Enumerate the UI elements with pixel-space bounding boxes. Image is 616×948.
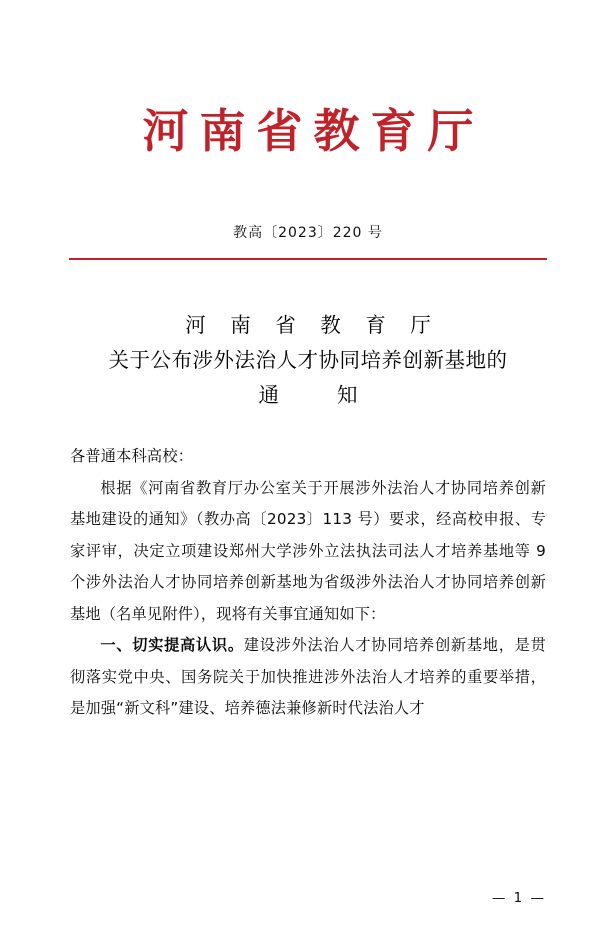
body-paragraph-2-text: 建设涉外法治人才协同培养创新基地，是贯彻落实党中央、国务院关于加快推进涉外法治人才培养的重要举措，是加强“新文科”建设、培养德法兼修新时代法治人才 [70, 636, 546, 717]
title-issuer-line: 河 南 省 教 育 厅 [185, 312, 440, 337]
body-paragraph-2-heading: 一、切实提高认识。 [100, 636, 244, 655]
document-number: 教高〔2023〕220 号 [233, 225, 383, 241]
title-notice-left: 通 [258, 383, 279, 407]
title-subject-line: 关于公布涉外法治人才协同培养创新基地的 [108, 347, 508, 372]
masthead-title: 河南省教育厅 [142, 104, 485, 158]
salutation: 各普通本科高校： [70, 447, 194, 466]
red-divider-rule [69, 258, 547, 260]
page-number: — 1 — [491, 890, 546, 906]
title-notice-right: 知 [337, 383, 358, 407]
title-block [0, 308, 616, 414]
title-notice-line [0, 378, 616, 413]
body-paragraph-2 [70, 630, 546, 724]
document-page [0, 104, 616, 948]
document-body [70, 441, 546, 724]
body-paragraph-1: 根据《河南省教育厅办公室关于开展涉外法治人才协同培养创新基地建设的通知》（教办高〔2023〕113 号）要求，经高校申报、专家评审，决定立项建设郑州大学涉外立法执法司法人才培养基地等 9 个涉外法治人才协同培养创新基地为省级涉外法治人才协同培养创新基地（名单见附件），现将有关事宜通知如下： [70, 478, 546, 623]
